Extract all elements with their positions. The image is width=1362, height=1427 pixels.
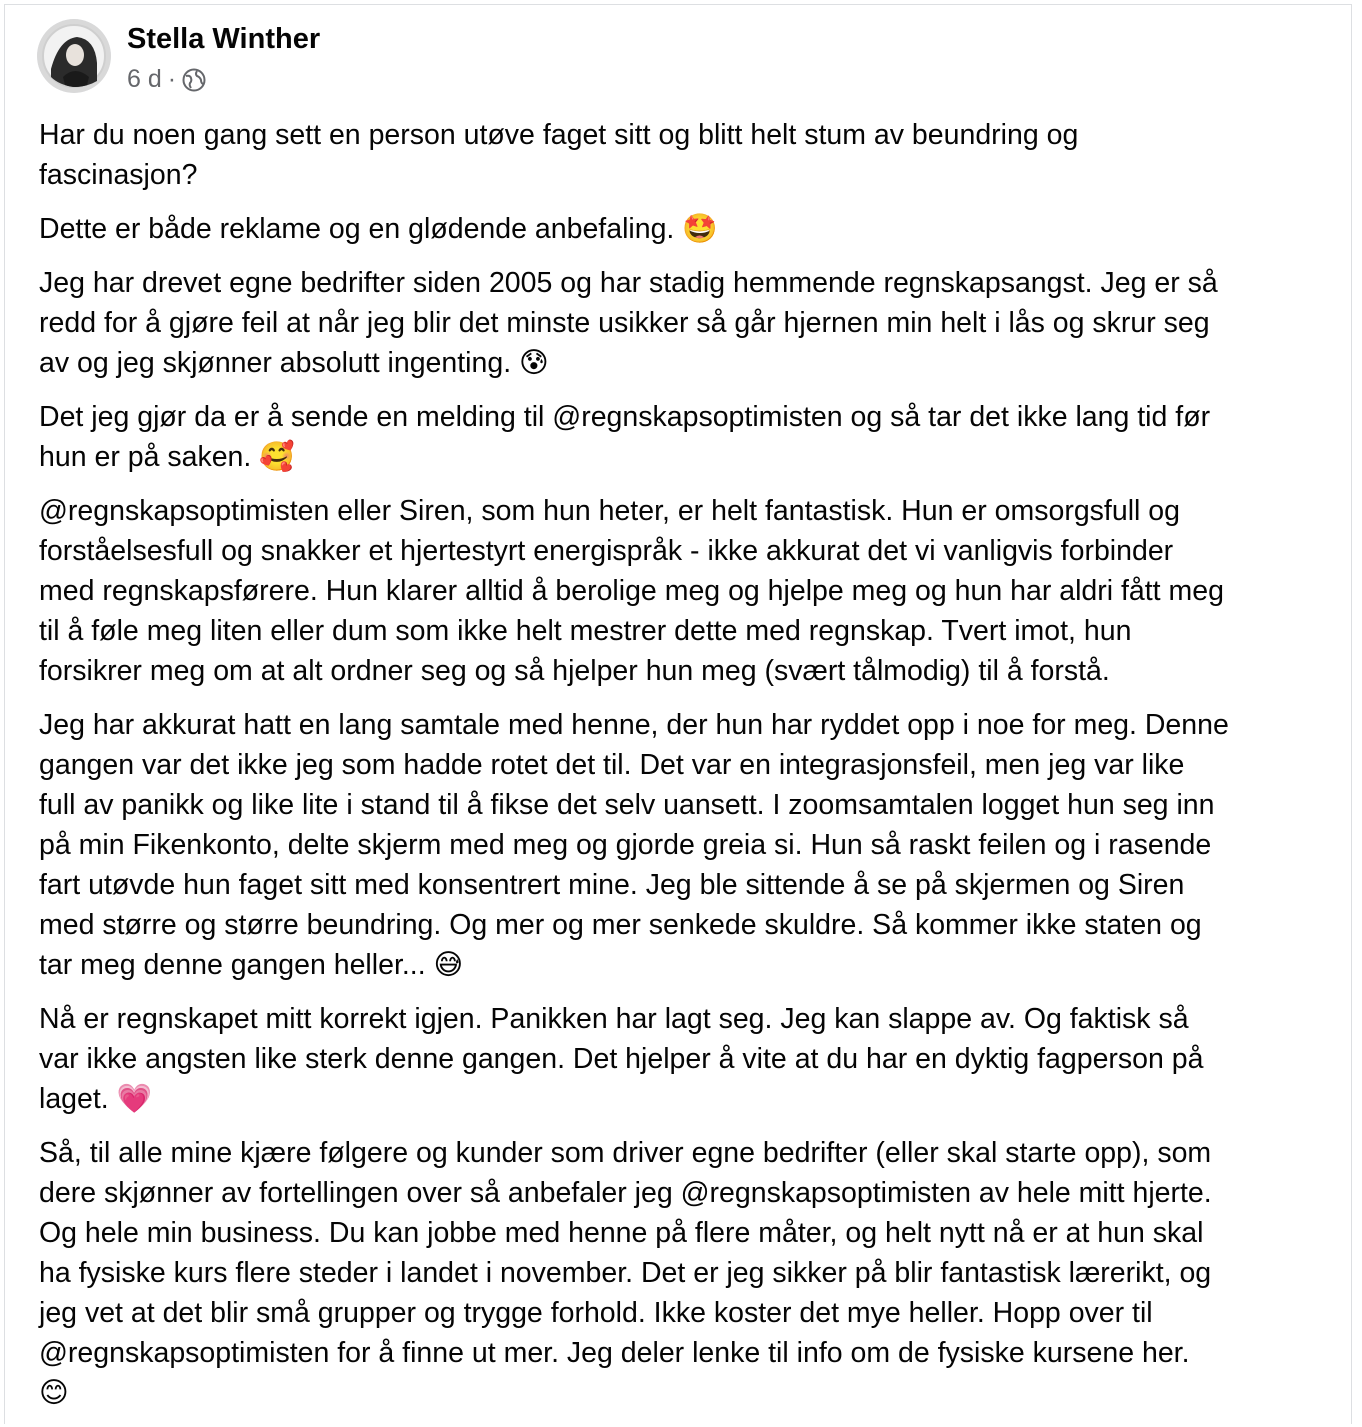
post-meta	[127, 65, 206, 94]
globe-icon[interactable]	[182, 68, 206, 92]
post-paragraph: Jeg har drevet egne bedrifter siden 2005 og har stadig hemmende regnskapsangst. Jeg er så redd for å gjøre feil at når jeg blir det minste usikker så går hjernen min helt i lås og skrur seg av og jeg skjønner absolutt ingenting. 😰	[39, 267, 1218, 379]
meta-separator: ·	[167, 65, 177, 93]
avatar[interactable]	[37, 19, 111, 93]
author-name[interactable]: Stella Winther	[127, 23, 321, 55]
post-paragraph: Så, til alle mine kjære følgere og kunder som driver egne bedrifter (eller skal starte opp), som dere skjønner av fortellingen over så anbefaler jeg @regnskapsoptimisten av hele mitt hjerte. Og hele min business. Du kan jobbe med henne på flere måter, og helt nytt nå er at hun skal ha fysiske kurs flere steder i landet i november. Det er jeg sikker på blir fantastisk lærerikt, og jeg vet at det blir små grupper og trygge forhold. Ikke koster det mye heller. Hopp over til @regnskapsoptimisten for å finne ut mer. Jeg deler lenke til info om de fysiske kursene her. 😊	[39, 1137, 1212, 1409]
post-text	[39, 115, 1339, 1427]
post-paragraph: Har du noen gang sett en person utøve faget sitt og blitt helt stum av beundring og fascinasjon?	[39, 119, 1079, 191]
post-timestamp[interactable]: 6 d	[127, 65, 162, 93]
post-paragraph: Dette er både reklame og en glødende anbefaling. 🤩	[39, 213, 718, 245]
post-paragraph: Nå er regnskapet mitt korrekt igjen. Panikken har lagt seg. Jeg kan slappe av. Og faktisk så var ikke angsten like sterk denne gangen. Det hjelper å vite at du har en dyktig fagperson på laget. 💗	[39, 1003, 1204, 1115]
post-paragraph: Jeg har akkurat hatt en lang samtale med henne, der hun har ryddet opp i noe for meg. Denne gangen var det ikke jeg som hadde rotet det til. Det var en integrasjonsfeil, men jeg var like full av panikk og like lite i stand til å fikse det selv uansett. I zoomsamtalen logget hun seg inn på min Fikenkonto, delte skjerm med meg og gjorde greia si. Hun så raskt feilen og i rasende fart utøvde hun faget sitt med konsentrert mine. Jeg ble sittende å se på skjermen og Siren med større og større beundring. Og mer og mer senkede skuldre. Så kommer ikke staten og tar meg denne gangen heller... 😅	[39, 709, 1229, 981]
post-paragraph: @regnskapsoptimisten eller Siren, som hun heter, er helt fantastisk. Hun er omsorgsfull og forståelsesfull og snakker et hjertestyrt energispråk - ikke akkurat det vi vanligvis forbinder med regnskapsførere. Hun klarer alltid å berolige meg og hjelpe meg og hun har aldri fått meg til å føle meg liten eller dum som ikke helt mestrer dette med regnskap. Tvert imot, hun forsikrer meg om at alt ordner seg og så hjelper hun meg (svært tålmodig) til å forstå.	[39, 495, 1224, 687]
post-card	[4, 4, 1352, 1424]
post-paragraph: Det jeg gjør da er å sende en melding til @regnskapsoptimisten og så tar det ikke lang tid før hun er på saken. 🥰	[39, 401, 1211, 473]
